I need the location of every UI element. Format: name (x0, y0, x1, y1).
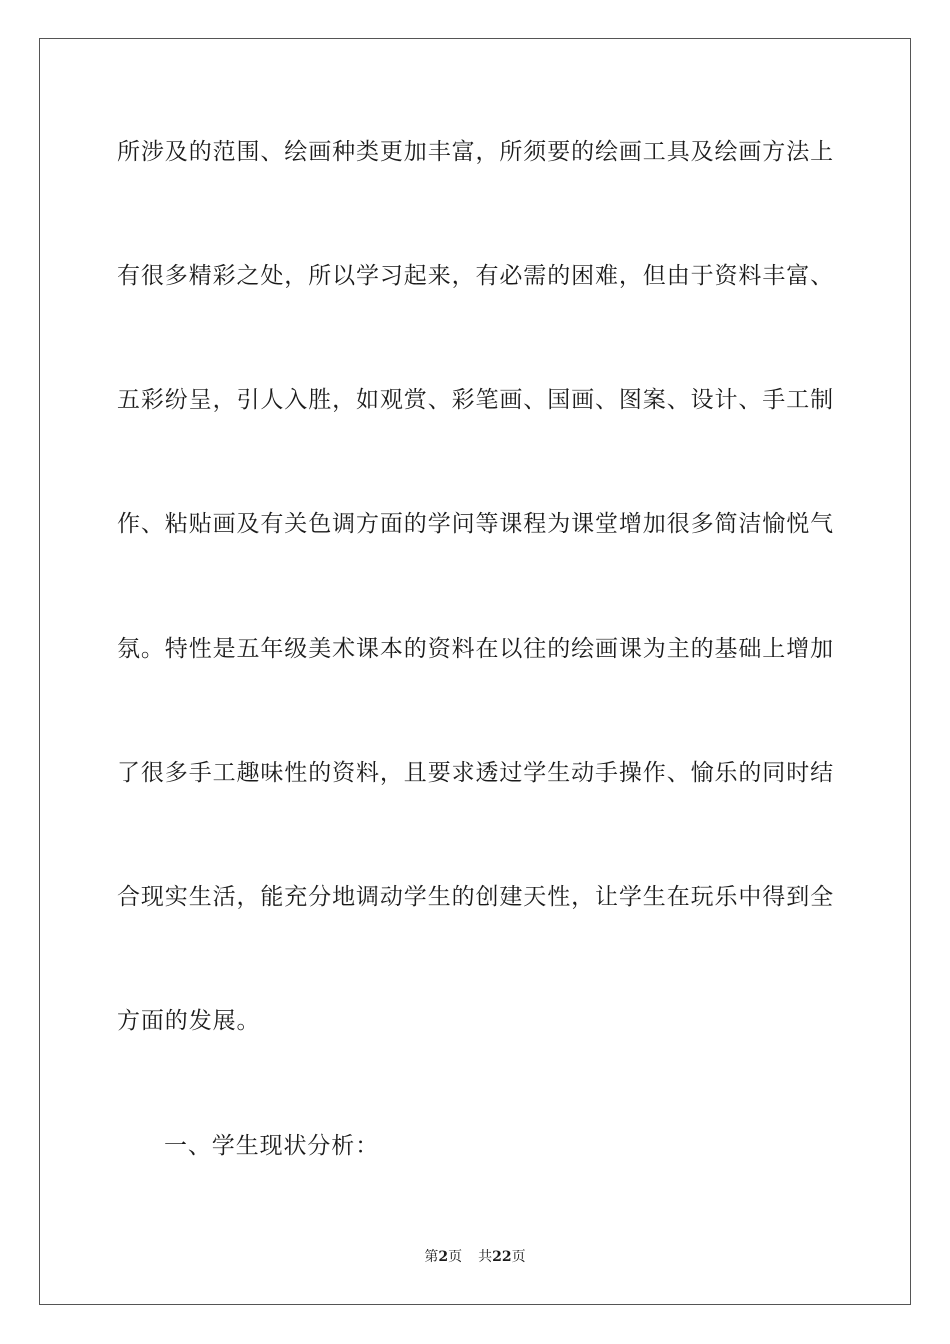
footer-page-suffix: 页 (448, 1249, 463, 1265)
paragraph-line-1: 所涉及的范围、绘画种类更加丰富，所须要的绘画工具及绘画方法上 (117, 139, 834, 165)
paragraph-line-4: 作、粘贴画及有关色调方面的学问等课程为课堂增加很多简洁愉悦气 (117, 511, 834, 537)
paragraph-line-5: 氛。特性是五年级美术课本的资料在以往的绘画课为主的基础上增加 (117, 636, 834, 662)
page-footer (0, 1248, 950, 1266)
paragraph-line-3: 五彩纷呈，引人入胜，如观赏、彩笔画、国画、图案、设计、手工制 (117, 387, 834, 413)
footer-total-prefix: 共 (478, 1249, 493, 1265)
page-frame (39, 38, 911, 1305)
section-heading: 一、学生现状分析： (164, 1133, 380, 1159)
footer-total-pages: 22 (492, 1249, 512, 1265)
footer-page-number: 2 (438, 1249, 449, 1265)
footer-page-prefix: 第 (424, 1249, 439, 1265)
paragraph-line-6: 了很多手工趣味性的资料，且要求透过学生动手操作、愉乐的同时结 (117, 760, 834, 786)
paragraph-line-8: 方面的发展。 (117, 1008, 261, 1034)
paragraph-line-2: 有很多精彩之处，所以学习起来，有必需的困难，但由于资料丰富、 (117, 263, 834, 289)
paragraph-line-7: 合现实生活，能充分地调动学生的创建天性，让学生在玩乐中得到全 (117, 884, 834, 910)
footer-total-suffix: 页 (511, 1249, 526, 1265)
